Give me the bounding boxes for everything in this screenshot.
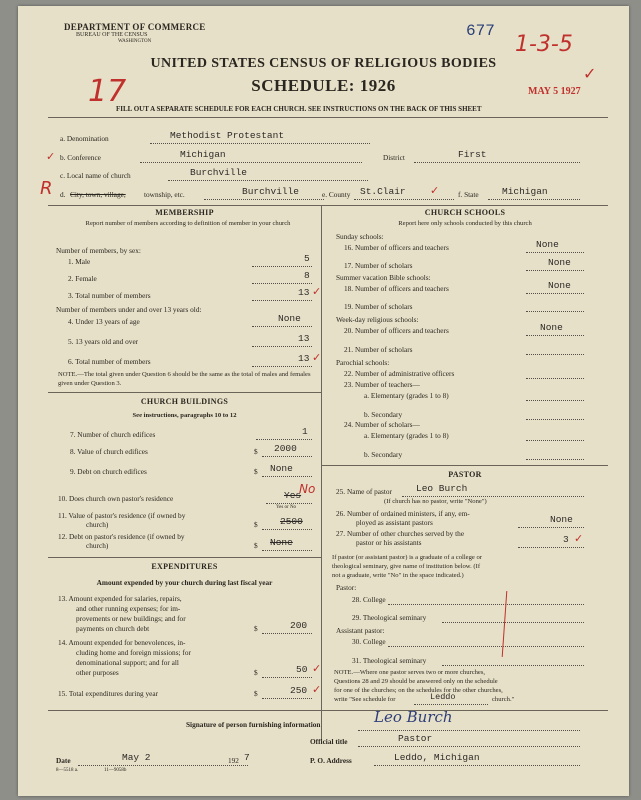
place-struck-text: City, town, village, [70, 190, 126, 199]
under-13-label: 4. Under 13 years of age [68, 317, 140, 326]
year-digit: 7 [244, 752, 250, 763]
edifices-label: 7. Number of church edifices [70, 430, 156, 439]
po-address-label: P. O. Address [310, 756, 352, 765]
pastor-note-church: Leddo [430, 692, 456, 702]
church-schools-heading: CHURCH SCHOOLS [424, 208, 506, 217]
check-mark-icon: ✓ [312, 285, 322, 298]
q25-value: Leo Burch [416, 483, 468, 494]
check-mark-icon: ✓ [583, 64, 597, 83]
q26-label-2: ployed as assistant pastors [356, 518, 433, 527]
q23a-label: a. Elementary (grades 1 to 8) [364, 391, 449, 400]
yes-or-no-hint: Yes or No [276, 505, 297, 510]
weekday-schools-label: Week-day religious schools: [336, 315, 419, 324]
signature-label: Signature of person furnishing information [186, 720, 321, 729]
q13-label-4: payments on church debt [76, 624, 150, 633]
check-mark-icon: ✓ [574, 532, 584, 545]
q14-label-1: 14. Amount expended for benevolences, in- [58, 638, 186, 647]
q19-label: 19. Number of scholars [344, 302, 413, 311]
city-name: WASHINGTON [118, 39, 152, 44]
form-instructions: FILL OUT A SEPARATE SCHEDULE FOR EACH CHURCH. SEE INSTRUCTIONS ON THE BACK OF THIS SHEET [116, 105, 482, 113]
assistant-pastor-subheading: Assistant pastor: [336, 626, 385, 635]
state-label: f. State [458, 190, 479, 199]
q15-value: 250 [290, 685, 308, 696]
q27-value: 3 [563, 534, 569, 545]
q13-value: 200 [290, 620, 308, 631]
form-code-left: 8—5518 a. [56, 768, 79, 773]
signature-value: Leo Burch [374, 708, 453, 726]
graduate-instructions-2: theological seminary, give name of institution below. (If [332, 563, 481, 570]
year-prefix: 192 [228, 756, 239, 765]
district-value: First [458, 149, 487, 160]
q14-label-3: denominational support; and for all [76, 658, 179, 667]
q17-value: None [548, 257, 571, 268]
female-value: 8 [304, 270, 310, 281]
residence-value-value: 2500 [280, 516, 303, 527]
edifice-value-label: 8. Value of church edifices [70, 447, 148, 456]
state-value: Michigan [502, 186, 548, 197]
q25-label: 25. Name of pastor [336, 487, 392, 496]
total-members-value: 13 [298, 287, 310, 298]
total-members-2-label: 6. Total number of members [68, 357, 151, 366]
district-label: District [383, 153, 405, 162]
form-title: UNITED STATES CENSUS OF RELIGIOUS BODIES [150, 56, 497, 71]
conference-value: Michigan [180, 149, 226, 160]
q20-value: None [540, 322, 563, 333]
dollar-sign: $ [254, 689, 258, 698]
members-by-age-label: Number of members under and over 13 years old: [56, 305, 202, 314]
edifice-value-value: 2000 [274, 443, 297, 454]
official-title-label: Official title [310, 737, 348, 746]
check-mark-icon: ✓ [312, 683, 322, 696]
church-buildings-intro: See instructions, paragraphs 10 to 12 [132, 412, 237, 419]
over-13-label: 5. 13 years old and over [68, 337, 139, 346]
residence-debt-label-2: church) [86, 541, 109, 550]
document-number: 677 [466, 22, 495, 40]
summer-schools-label: Summer vacation Bible schools: [336, 273, 431, 282]
local-name-label: c. Local name of church [60, 171, 131, 180]
male-label: 1. Male [68, 257, 91, 266]
denomination-label: a. Denomination [60, 134, 109, 143]
place-value: Burchville [242, 186, 300, 197]
q13-label-3: provements or new buildings; and for [76, 614, 186, 623]
dollar-sign: $ [254, 467, 258, 476]
residence-value-label-1: 11. Value of pastor's residence (if owned by [58, 511, 186, 520]
date-label: Date [56, 756, 71, 765]
q16-label: 16. Number of officers and teachers [344, 243, 449, 252]
q27-label-2: pastor or his assistants [356, 538, 422, 547]
check-mark-icon: ✓ [430, 184, 440, 197]
members-by-sex-label: Number of members, by sex: [56, 246, 141, 255]
q28-label: 28. College [352, 595, 386, 604]
dollar-sign: $ [254, 447, 258, 456]
sunday-schools-label: Sunday schools: [336, 232, 384, 241]
q23-label: 23. Number of teachers— [344, 380, 420, 389]
expenditures-heading: EXPENDITURES [151, 562, 218, 571]
membership-intro: Report number of members according to definition of member in your church [85, 220, 291, 227]
department-name: DEPARTMENT OF COMMERCE [64, 22, 206, 32]
q14-label-2: cluding home and foreign missions; for [76, 648, 191, 657]
q14-label-4: other purposes [76, 668, 119, 677]
q13-label-2: and other running expenses; for im- [76, 604, 181, 613]
residence-value-label-2: church) [86, 520, 109, 529]
membership-heading: MEMBERSHIP [155, 208, 214, 217]
bureau-name: BUREAU OF THE CENSUS [76, 32, 148, 38]
po-address-value: Leddo, Michigan [394, 752, 480, 763]
check-mark-icon: ✓ [312, 662, 322, 675]
owns-residence-correction: No [299, 482, 316, 496]
dollar-sign: $ [254, 624, 258, 633]
residence-debt-label-1: 12. Debt on pastor's residence (if owned by [58, 532, 185, 541]
total-members-2-value: 13 [298, 353, 310, 364]
pastor-note-4b: church." [492, 696, 515, 703]
q26-value: None [550, 514, 573, 525]
q25-note: (If church has no pastor, write "None") [384, 498, 487, 505]
handwritten-r-mark-icon: R [40, 178, 53, 199]
membership-note: NOTE.—The total given under Question 6 should be the same as the total of males and females given under Question 3. [58, 371, 311, 387]
q20-label: 20. Number of officers and teachers [344, 326, 449, 335]
residence-debt-value: None [270, 537, 293, 548]
church-schools-intro: Report here only schools conducted by this church [398, 220, 532, 227]
q18-value: None [548, 280, 571, 291]
q13-label-1: 13. Amount expended for salaries, repairs, [58, 594, 182, 603]
graduate-instructions-3: not a graduate, write "No" in the space indicated.) [332, 572, 464, 579]
handwritten-annotation-number: 17 [88, 74, 127, 109]
total-members-label: 3. Total number of members [68, 291, 151, 300]
check-mark-icon: ✓ [46, 150, 56, 163]
edifice-debt-label: 9. Debt on church edifices [70, 467, 147, 476]
census-schedule-sheet [18, 6, 629, 796]
pastor-note-2: Questions 28 and 29 should be answered only on the schedule [334, 678, 498, 685]
dollar-sign: $ [254, 520, 258, 529]
under-13-value: None [278, 313, 301, 324]
q26-label-1: 26. Number of ordained ministers, if any, em- [336, 509, 470, 518]
county-value: St.Clair [360, 186, 406, 197]
q27-label-1: 27. Number of other churches served by the [336, 529, 465, 538]
check-mark-icon: ✓ [312, 351, 322, 364]
q15-label: 15. Total expenditures during year [58, 689, 159, 698]
pastor-note-1: NOTE.—Where one pastor serves two or more churches, [334, 669, 486, 676]
male-value: 5 [304, 253, 310, 264]
graduate-instructions-1: If pastor (or assistant pastor) is a graduate of a college or [332, 554, 482, 561]
expenditures-intro: Amount expended by your church during last fiscal year [96, 578, 273, 587]
q21-label: 21. Number of scholars [344, 345, 413, 354]
q16-value: None [536, 239, 559, 250]
q24-label: 24. Number of scholars— [344, 420, 420, 429]
pastor-heading: PASTOR [448, 470, 482, 479]
owns-residence-value: Yes [284, 490, 302, 501]
q29-label: 29. Theological seminary [352, 613, 427, 622]
q31-label: 31. Theological seminary [352, 656, 427, 665]
edifice-debt-value: None [270, 463, 293, 474]
county-label: e. County [322, 190, 351, 199]
pastor-subheading: Pastor: [336, 583, 357, 592]
q14-value: 50 [296, 664, 308, 675]
female-label: 2. Female [68, 274, 97, 283]
received-date-stamp: MAY 5 1927 [528, 86, 581, 97]
dollar-sign: $ [254, 668, 258, 677]
form-subtitle: SCHEDULE: 1926 [251, 76, 396, 95]
q22-label: 22. Number of administrative officers [344, 369, 455, 378]
q24a-label: a. Elementary (grades 1 to 8) [364, 431, 449, 440]
red-strike-line [502, 591, 508, 657]
owns-residence-label: 10. Does church own pastor's residence [58, 494, 174, 503]
q30-label: 30. College [352, 637, 386, 646]
official-title-value: Pastor [398, 733, 433, 744]
parochial-schools-label: Parochial schools: [336, 358, 390, 367]
form-code-right: 11—9058b [104, 768, 127, 773]
q18-label: 18. Number of officers and teachers [344, 284, 449, 293]
q24b-label: b. Secondary [364, 450, 403, 459]
date-value: May 2 [122, 752, 151, 763]
handwritten-annotation-top: 1-3-5 [515, 32, 573, 57]
edifices-value: 1 [302, 426, 308, 437]
local-name-value: Burchville [190, 167, 248, 178]
pastor-note-3: for one of the churches; on the schedules for the other churches, [334, 687, 503, 694]
over-13-value: 13 [298, 333, 310, 344]
pastor-note-4a: write "See schedule for [334, 696, 396, 703]
dollar-sign: $ [254, 541, 258, 550]
church-buildings-heading: CHURCH BUILDINGS [140, 397, 229, 406]
denomination-value: Methodist Protestant [170, 130, 285, 141]
conference-label: b. Conference [60, 153, 101, 162]
q17-label: 17. Number of scholars [344, 261, 413, 270]
place-label: township, etc. [144, 190, 185, 199]
place-prefix: d. [60, 190, 66, 199]
q23b-label: b. Secondary [364, 410, 403, 419]
